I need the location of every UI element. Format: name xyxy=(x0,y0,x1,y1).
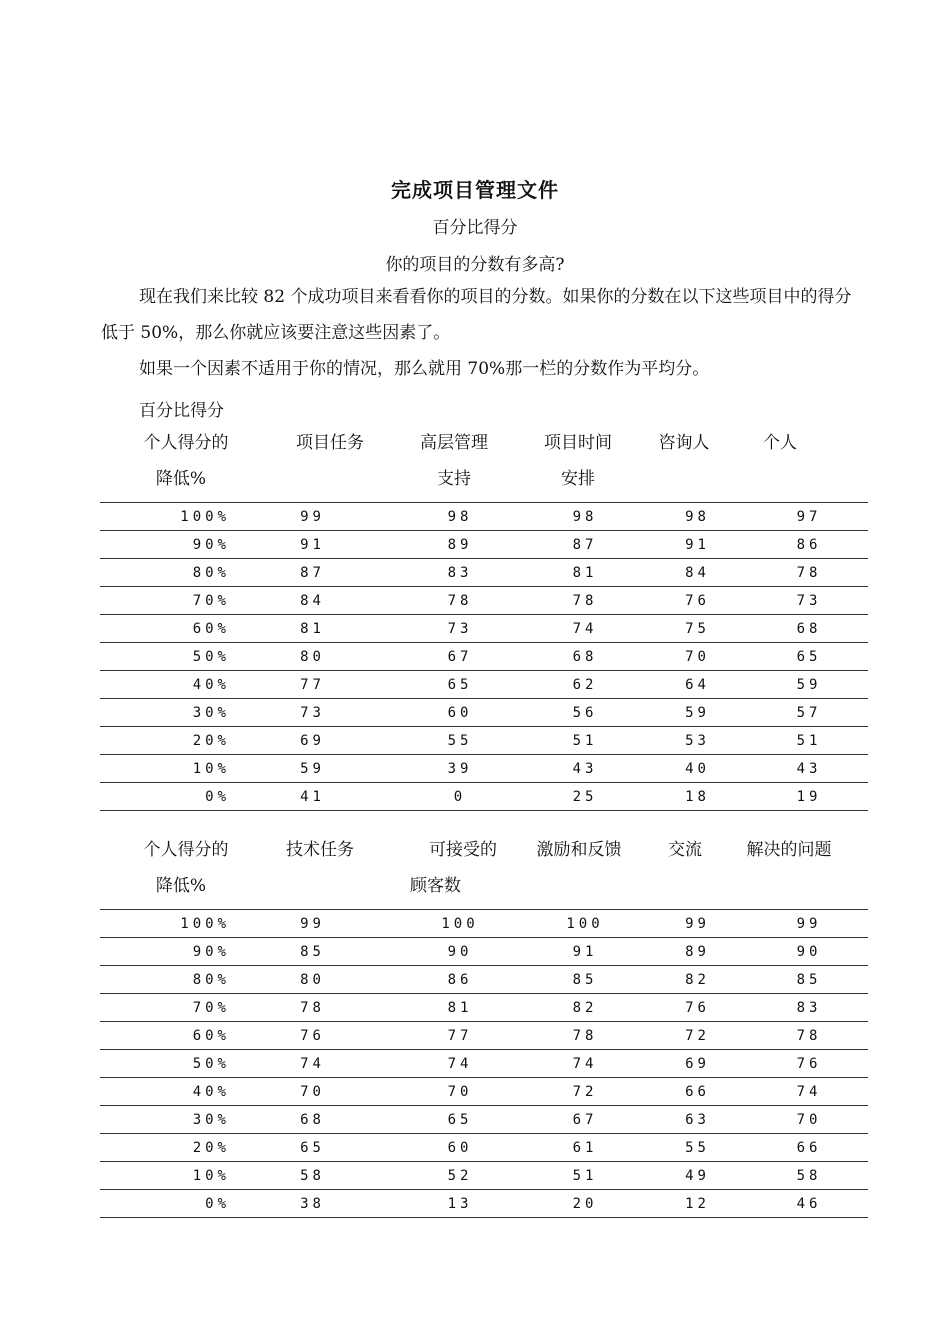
score-cell: 52 xyxy=(395,1162,525,1190)
table2-header-problem-solving: 解决的问题 xyxy=(746,840,832,860)
score-cell: 68 xyxy=(750,615,868,643)
score-cell: 83 xyxy=(395,559,525,587)
score-cell: 66 xyxy=(750,1134,868,1162)
percentage-cell: 40% xyxy=(100,1078,230,1106)
table-row xyxy=(100,1078,868,1106)
score-cell: 72 xyxy=(525,1078,645,1106)
subtitle-question: 你的项目的分数有多高? xyxy=(385,255,565,275)
score-cell: 69 xyxy=(645,1050,750,1078)
score-cell: 100 xyxy=(395,910,525,938)
score-cell: 91 xyxy=(230,531,395,559)
score-cell: 97 xyxy=(750,503,868,531)
table-row xyxy=(100,699,868,727)
table-row xyxy=(100,615,868,643)
table-row xyxy=(100,1134,868,1162)
score-cell: 99 xyxy=(230,503,395,531)
percentage-cell: 50% xyxy=(100,643,230,671)
score-cell: 98 xyxy=(525,503,645,531)
score-cell: 86 xyxy=(395,966,525,994)
score-cell: 39 xyxy=(395,755,525,783)
score-cell: 73 xyxy=(750,587,868,615)
score-cell: 100 xyxy=(525,910,645,938)
note-paragraph: 如果一个因素不适用于你的情况，那么就用 70%那一栏的分数作为平均分。 xyxy=(139,359,710,379)
percentage-cell: 10% xyxy=(100,755,230,783)
score-cell: 90 xyxy=(750,938,868,966)
score-cell: 59 xyxy=(230,755,395,783)
score-cell: 99 xyxy=(645,910,750,938)
table1-header-project-task: 项目任务 xyxy=(296,433,364,453)
score-cell: 91 xyxy=(525,938,645,966)
score-cell: 38 xyxy=(230,1190,395,1218)
score-cell: 73 xyxy=(230,699,395,727)
score-cell: 63 xyxy=(645,1106,750,1134)
score-cell: 56 xyxy=(525,699,645,727)
percentage-cell: 0% xyxy=(100,1190,230,1218)
score-cell: 43 xyxy=(750,755,868,783)
score-cell: 69 xyxy=(230,727,395,755)
score-cell: 51 xyxy=(750,727,868,755)
table1-header-schedule: 项目时间 安排 xyxy=(544,433,612,489)
score-cell: 78 xyxy=(525,587,645,615)
table2-header-communication: 交流 xyxy=(668,840,702,860)
score-cell: 0 xyxy=(395,783,525,811)
intro-paragraph: 现在我们来比较 82 个成功项目来看看你的项目的分数。如果你的分数在以下这些项目中的得分低于 50%，那么你就应该要注意这些因素了。 xyxy=(101,287,852,343)
score-cell: 67 xyxy=(395,643,525,671)
score-cell: 58 xyxy=(230,1162,395,1190)
score-cell: 57 xyxy=(750,699,868,727)
table-row xyxy=(100,910,868,938)
score-cell: 65 xyxy=(395,671,525,699)
table1-header-management-support: 高层管理 支持 xyxy=(420,433,488,489)
score-cell: 62 xyxy=(525,671,645,699)
table-row xyxy=(100,755,868,783)
percentage-cell: 60% xyxy=(100,1022,230,1050)
table-row xyxy=(100,1022,868,1050)
score-cell: 76 xyxy=(230,1022,395,1050)
score-cell: 78 xyxy=(230,994,395,1022)
table2-header-technical-task: 技术任务 xyxy=(286,840,354,860)
score-cell: 85 xyxy=(230,938,395,966)
score-cell: 65 xyxy=(230,1134,395,1162)
score-cell: 76 xyxy=(645,587,750,615)
table-row xyxy=(100,783,868,811)
table2-header-motivation-feedback: 激励和反馈 xyxy=(536,840,622,860)
score-cell: 98 xyxy=(395,503,525,531)
table2-header-client-acceptance: 可接受的 顾客数 xyxy=(410,840,497,896)
table1-header-personnel: 个人 xyxy=(763,433,797,453)
score-cell: 81 xyxy=(230,615,395,643)
score-cell: 78 xyxy=(750,559,868,587)
percentage-cell: 100% xyxy=(100,910,230,938)
subtitle-percentage-score: 百分比得分 xyxy=(432,218,518,238)
score-cell: 67 xyxy=(525,1106,645,1134)
score-cell: 84 xyxy=(230,587,395,615)
table1-header-consultant: 咨询人 xyxy=(658,433,710,453)
score-cell: 75 xyxy=(645,615,750,643)
score-cell: 19 xyxy=(750,783,868,811)
score-cell: 41 xyxy=(230,783,395,811)
percentage-cell: 10% xyxy=(100,1162,230,1190)
score-cell: 55 xyxy=(645,1134,750,1162)
score-cell: 65 xyxy=(395,1106,525,1134)
score-cell: 76 xyxy=(750,1050,868,1078)
score-cell: 78 xyxy=(750,1022,868,1050)
table-row xyxy=(100,1162,868,1190)
score-cell: 58 xyxy=(750,1162,868,1190)
score-cell: 46 xyxy=(750,1190,868,1218)
score-cell: 70 xyxy=(750,1106,868,1134)
score-cell: 84 xyxy=(645,559,750,587)
score-cell: 90 xyxy=(395,938,525,966)
percentage-cell: 80% xyxy=(100,559,230,587)
percentage-cell: 30% xyxy=(100,1106,230,1134)
score-cell: 76 xyxy=(645,994,750,1022)
percentage-cell: 0% xyxy=(100,783,230,811)
table-row xyxy=(100,643,868,671)
percentage-cell: 50% xyxy=(100,1050,230,1078)
score-cell: 74 xyxy=(230,1050,395,1078)
percentage-cell: 90% xyxy=(100,531,230,559)
score-cell: 89 xyxy=(645,938,750,966)
score-cell: 99 xyxy=(230,910,395,938)
score-cell: 74 xyxy=(395,1050,525,1078)
score-cell: 59 xyxy=(645,699,750,727)
score-cell: 59 xyxy=(750,671,868,699)
table-row xyxy=(100,994,868,1022)
score-cell: 87 xyxy=(525,531,645,559)
percentage-cell: 70% xyxy=(100,994,230,1022)
score-cell: 87 xyxy=(230,559,395,587)
table-row xyxy=(100,727,868,755)
percentage-cell: 40% xyxy=(100,671,230,699)
score-table-2 xyxy=(100,909,868,1218)
document-title: 完成项目管理文件 xyxy=(391,178,559,202)
score-cell: 70 xyxy=(395,1078,525,1106)
score-cell: 86 xyxy=(750,531,868,559)
score-cell: 82 xyxy=(645,966,750,994)
table2-header-reduction: 个人得分的 降低% xyxy=(143,840,229,896)
score-cell: 18 xyxy=(645,783,750,811)
score-cell: 70 xyxy=(645,643,750,671)
table-row xyxy=(100,671,868,699)
percentage-cell: 30% xyxy=(100,699,230,727)
score-cell: 70 xyxy=(230,1078,395,1106)
table-row xyxy=(100,587,868,615)
score-cell: 25 xyxy=(525,783,645,811)
score-cell: 43 xyxy=(525,755,645,783)
score-cell: 74 xyxy=(750,1078,868,1106)
percentage-cell: 60% xyxy=(100,615,230,643)
score-cell: 20 xyxy=(525,1190,645,1218)
score-table-1 xyxy=(100,502,868,811)
table-row xyxy=(100,938,868,966)
score-cell: 40 xyxy=(645,755,750,783)
score-cell: 60 xyxy=(395,699,525,727)
score-cell: 74 xyxy=(525,615,645,643)
score-cell: 83 xyxy=(750,994,868,1022)
score-cell: 91 xyxy=(645,531,750,559)
score-cell: 12 xyxy=(645,1190,750,1218)
score-cell: 61 xyxy=(525,1134,645,1162)
score-cell: 68 xyxy=(230,1106,395,1134)
score-cell: 65 xyxy=(750,643,868,671)
table-row xyxy=(100,966,868,994)
percentage-cell: 80% xyxy=(100,966,230,994)
score-cell: 81 xyxy=(395,994,525,1022)
score-cell: 68 xyxy=(525,643,645,671)
score-cell: 80 xyxy=(230,966,395,994)
table-row xyxy=(100,1106,868,1134)
score-cell: 85 xyxy=(750,966,868,994)
section-label: 百分比得分 xyxy=(139,401,224,421)
score-cell: 53 xyxy=(645,727,750,755)
table-row xyxy=(100,1050,868,1078)
table-row xyxy=(100,1190,868,1218)
score-cell: 99 xyxy=(750,910,868,938)
table1-header-reduction: 个人得分的 降低% xyxy=(143,433,229,489)
score-cell: 13 xyxy=(395,1190,525,1218)
score-cell: 77 xyxy=(230,671,395,699)
score-cell: 81 xyxy=(525,559,645,587)
score-cell: 66 xyxy=(645,1078,750,1106)
percentage-cell: 90% xyxy=(100,938,230,966)
score-cell: 51 xyxy=(525,727,645,755)
score-cell: 72 xyxy=(645,1022,750,1050)
score-cell: 89 xyxy=(395,531,525,559)
score-cell: 77 xyxy=(395,1022,525,1050)
table-row xyxy=(100,531,868,559)
percentage-cell: 70% xyxy=(100,587,230,615)
percentage-cell: 20% xyxy=(100,1134,230,1162)
score-cell: 51 xyxy=(525,1162,645,1190)
score-cell: 64 xyxy=(645,671,750,699)
score-cell: 80 xyxy=(230,643,395,671)
score-cell: 78 xyxy=(395,587,525,615)
table-row xyxy=(100,503,868,531)
score-cell: 85 xyxy=(525,966,645,994)
score-cell: 73 xyxy=(395,615,525,643)
percentage-cell: 100% xyxy=(100,503,230,531)
score-cell: 78 xyxy=(525,1022,645,1050)
score-cell: 60 xyxy=(395,1134,525,1162)
table-row xyxy=(100,559,868,587)
score-cell: 49 xyxy=(645,1162,750,1190)
score-cell: 55 xyxy=(395,727,525,755)
percentage-cell: 20% xyxy=(100,727,230,755)
score-cell: 98 xyxy=(645,503,750,531)
score-cell: 74 xyxy=(525,1050,645,1078)
score-cell: 82 xyxy=(525,994,645,1022)
